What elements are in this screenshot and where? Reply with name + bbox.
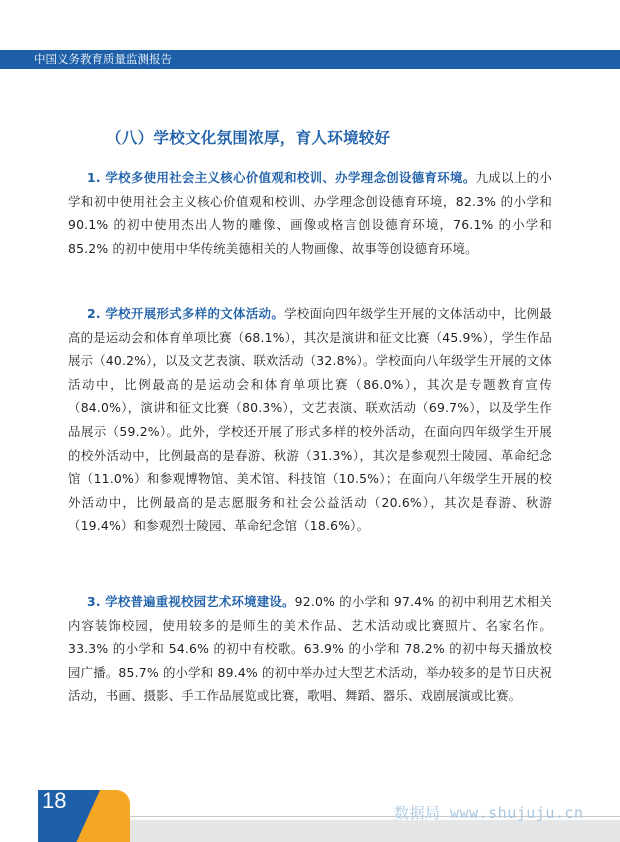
paragraph-3-lead: 3. 学校普遍重视校园艺术环境建设。 bbox=[87, 594, 295, 609]
paragraph-2-body: 学校面向四年级学生开展的文体活动中，比例最高的是运动会和体育单项比赛（68.1%），其次是演讲和征文比赛（45.9%），学生作品展示（40.2%），以及文艺表演、联欢活动（32.8%）。学校面向八年级学生开展的文体活动中，比例最高的是运动会和体育单项比赛（86.0%），其次是专题教育宣传（84.0%），演讲和征文比赛（80.3%），文艺表演、联欢活动（69.7%），以及学生作品展示（59.2%）。此外，学校还开展了形式多样的校外活动，在面向四年级学生开展的校外活动中，比例最高的是春游、秋游（31.3%），其次是参观烈士陵园、革命纪念馆（11.0%）和参观博物馆、美术馆、科技馆（10.5%）；在面向八年级学生开展的校外活动中，比例最高的是志愿服务和社会公益活动（20.6%），其次是春游、秋游（19.4%）和参观烈士陵园、革命纪念馆（18.6%）。 bbox=[68, 306, 553, 534]
report-title: 中国义务教育质量监测报告 bbox=[34, 52, 172, 66]
page-number: 18 bbox=[42, 788, 67, 813]
paragraph-2-lead: 2. 学校开展形式多样的文体活动。 bbox=[87, 306, 285, 321]
paragraph-1-body: 九成以上的小学和初中使用社会主义核心价值观和校训、办学理念创设德育环境，82.3% 的小学和 90.1% 的初中使用杰出人物的雕像、画像或格言创设德育环境，76.1% 的小学和 85.2% 的初中使用中华传统美德相关的人物画像、故事等创设德育环境。 bbox=[68, 170, 553, 256]
paragraph-1-lead: 1. 学校多使用社会主义核心价值观和校训、办学理念创设德育环境。 bbox=[87, 170, 476, 185]
paragraph-3 bbox=[68, 590, 552, 708]
paragraph-2 bbox=[68, 302, 552, 538]
footer-band bbox=[96, 820, 620, 842]
paragraph-1 bbox=[68, 166, 552, 260]
header-bar bbox=[0, 50, 620, 69]
paragraph-3-body: 92.0% 的小学和 97.4% 的初中利用艺术相关内容装饰校园，使用较多的是师生的美术作品、艺术活动或比赛照片、名家名作。33.3% 的小学和 54.6% 的初中有校歌。63.9% 的小学和 78.2% 的初中每天播放校园广播。85.7% 的小学和 89.4% 的初中举办过大型艺术活动，举办较多的是节日庆祝活动，书画、摄影、手工作品展览或比赛，歌唱、舞蹈、器乐、戏剧展演或比赛。 bbox=[68, 594, 552, 704]
watermark: 数据局 www.shujuju.cn bbox=[394, 804, 584, 822]
section-heading: （八）学校文化氛围浓厚，育人环境较好 bbox=[106, 129, 391, 147]
